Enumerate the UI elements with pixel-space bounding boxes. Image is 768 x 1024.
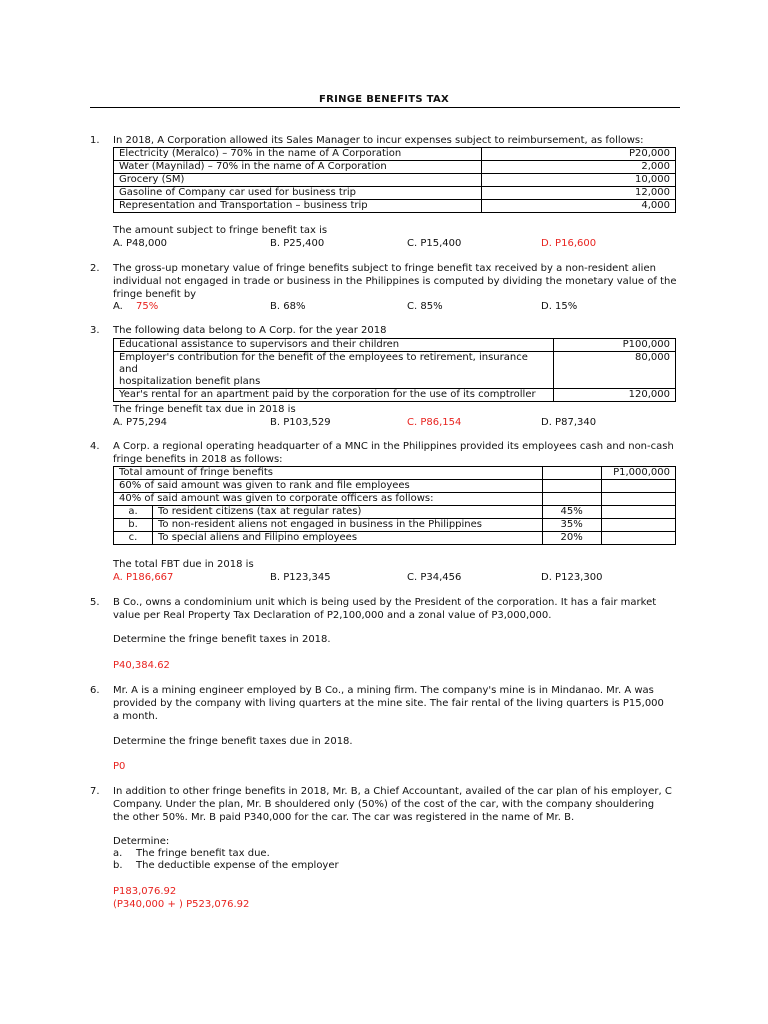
q5-line1: B Co., owns a condominium unit which is being used by the President of the corporation. It has a fair market: [113, 597, 657, 608]
q1-number: 1.: [90, 135, 100, 146]
q7-answer-1: P183,076.92: [113, 886, 177, 897]
table-row: c. To special aliens and Filipino employees 20%: [114, 532, 676, 545]
q3-table: [113, 338, 676, 402]
q2-choice-a: 75%: [136, 301, 159, 312]
q1-stem: In 2018, A Corporation allowed its Sales Manager to incur expenses subject to reimbursement, as follows:: [113, 135, 644, 146]
q3-number: 3.: [90, 325, 100, 336]
q7-item-b-marker: b.: [113, 860, 123, 871]
q5-answer: P40,384.62: [113, 660, 170, 671]
table-row: a. To resident citizens (tax at regular rates) 45%: [114, 506, 676, 519]
page-title: FRINGE BENEFITS TAX: [318, 94, 450, 105]
q6-line2: provided by the company with living quarters at the mine site. The fair rental of the living quarters is P15,000: [113, 698, 664, 709]
table-row: 60% of said amount was given to rank and file employees: [114, 480, 676, 493]
title-rule: [90, 107, 680, 108]
q5-line2: value per Real Property Tax Declaration of P2,100,000 and a zonal value of P3,000,000.: [113, 610, 552, 621]
q7-number: 7.: [90, 786, 100, 797]
q3-choice-b: B. P103,529: [270, 417, 331, 428]
table-row: Representation and Transportation – business trip 4,000: [114, 200, 676, 213]
q7-item-b: The deductible expense of the employer: [136, 860, 339, 871]
q4-choice-a: A. P186,667: [113, 572, 174, 583]
q6-line3: a month.: [113, 711, 158, 722]
q7-item-a-marker: a.: [113, 848, 123, 859]
table-row: Grocery (SM) 10,000: [114, 174, 676, 187]
table-row: Electricity (Meralco) – 70% in the name of A Corporation P20,000: [114, 148, 676, 161]
table-row: Year's rental for an apartment paid by the corporation for the use of its comptroller 120,000: [114, 389, 676, 402]
q4-stem-line1: A Corp. a regional operating headquarter of a MNC in the Philippines provided its employees cash and non-cash: [113, 441, 674, 452]
table-row: Employer's contribution for the benefit of the employees to retirement, insurance and hospitalization benefit plans 80,000: [114, 352, 676, 389]
q4-number: 4.: [90, 441, 100, 452]
q2-stem-line2: individual not engaged in trade or business in the Philippines is computed by dividing the monetary value of the: [113, 276, 677, 287]
q7-item-a: The fringe benefit tax due.: [136, 848, 270, 859]
q7-line2: Company. Under the plan, Mr. B shouldered only (50%) of the cost of the car, with the company shouldering: [113, 799, 655, 810]
q2-choice-a-label: A.: [113, 301, 123, 312]
q2-stem-line1: The gross-up monetary value of fringe benefits subject to fringe benefit tax received by a non-resident alien: [113, 263, 656, 274]
q1-choice-a: A. P48,000: [113, 238, 168, 249]
q3-choice-c: C. P86,154: [407, 417, 462, 428]
q4-stem-line2: fringe benefits in 2018 as follows:: [113, 454, 283, 465]
q1-table: [113, 147, 676, 213]
q5-line3: Determine the fringe benefit taxes in 2018.: [113, 634, 331, 645]
q7-answer-2: (P340,000 + ) P523,076.92: [113, 899, 250, 910]
q4-choice-d: D. P123,300: [541, 572, 603, 583]
q4-table: [113, 466, 676, 545]
q6-line4: Determine the fringe benefit taxes due in 2018.: [113, 736, 353, 747]
q1-choice-d: D. P16,600: [541, 238, 597, 249]
q6-number: 6.: [90, 685, 100, 696]
q3-question: The fringe benefit tax due in 2018 is: [113, 404, 296, 415]
q2-choice-c: C. 85%: [407, 301, 443, 312]
q7-line4: Determine:: [113, 836, 170, 847]
q4-choice-c: C. P34,456: [407, 572, 462, 583]
q2-choice-b: B. 68%: [270, 301, 306, 312]
table-row: Educational assistance to supervisors and their children P100,000: [114, 339, 676, 352]
table-row: Water (Maynilad) – 70% in the name of A Corporation 2,000: [114, 161, 676, 174]
q1-choice-b: B. P25,400: [270, 238, 325, 249]
q6-answer: P0: [113, 761, 126, 772]
q4-question: The total FBT due in 2018 is: [113, 559, 254, 570]
q2-choice-d: D. 15%: [541, 301, 578, 312]
q7-line3: the other 50%. Mr. B paid P340,000 for the car. The car was registered in the name of Mr. B.: [113, 812, 575, 823]
q7-line1: In addition to other fringe benefits in 2018, Mr. B, a Chief Accountant, availed of the car plan of his employer, C: [113, 786, 672, 797]
table-row: b. To non-resident aliens not engaged in business in the Philippines 35%: [114, 519, 676, 532]
q3-choice-a: A. P75,294: [113, 417, 168, 428]
q2-stem-line3: fringe benefit by: [113, 289, 197, 300]
q3-stem: The following data belong to A Corp. for the year 2018: [113, 325, 387, 336]
q3-choice-d: D. P87,340: [541, 417, 597, 428]
q1-choice-c: C. P15,400: [407, 238, 462, 249]
q6-line1: Mr. A is a mining engineer employed by B Co., a mining firm. The company's mine is in Mindanao. Mr. A was: [113, 685, 654, 696]
q4-choice-b: B. P123,345: [270, 572, 331, 583]
q1-question: The amount subject to fringe benefit tax is: [113, 225, 328, 236]
table-row: 40% of said amount was given to corporate officers as follows:: [114, 493, 676, 506]
q2-number: 2.: [90, 263, 100, 274]
table-row: Total amount of fringe benefits P1,000,000: [114, 467, 676, 480]
table-row: Gasoline of Company car used for business trip 12,000: [114, 187, 676, 200]
q5-number: 5.: [90, 597, 100, 608]
